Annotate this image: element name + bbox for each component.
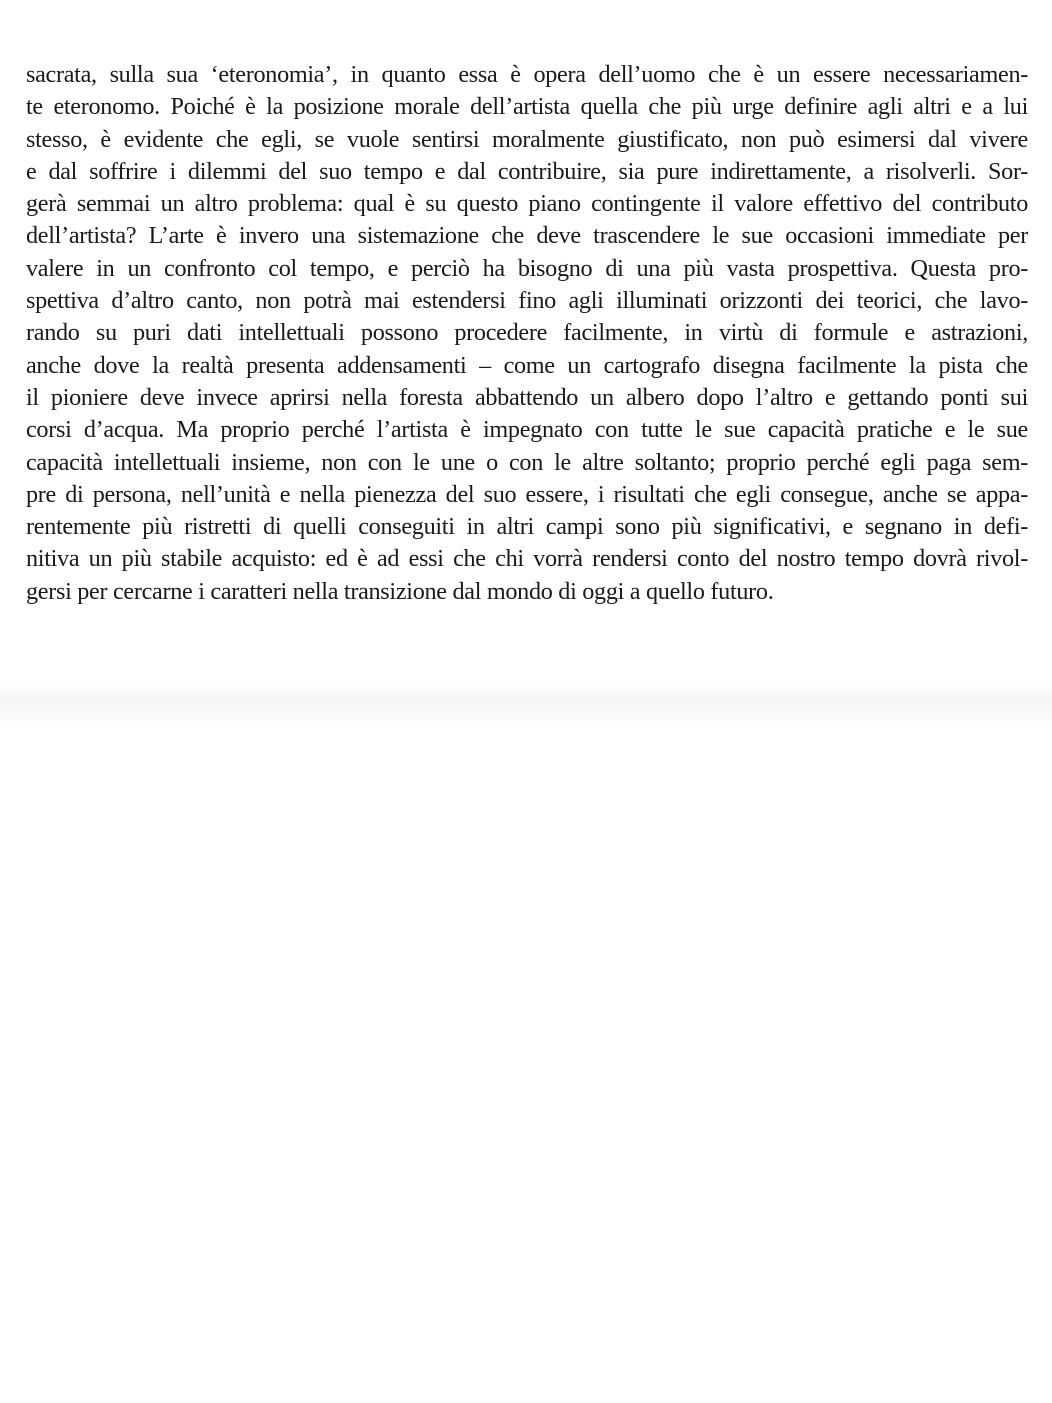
text-line: valere in un confronto col tempo, e perciò ha bisogno di una più vasta prospettiva. Questa pro- (26, 254, 1028, 282)
text-line: capacità intellettuali insieme, non con le une o con le altre soltanto; proprio perché egli paga sem- (26, 448, 1028, 476)
text-line: anche dove la realtà presenta addensamenti – come un cartografo disegna facilmente la pista che (26, 351, 1028, 379)
text-line: il pioniere deve invece aprirsi nella foresta abbattendo un albero dopo l’altro e gettando ponti sui (26, 383, 1028, 411)
text-line: sacrata, sulla sua ‘eteronomia’, in quanto essa è opera dell’uomo che è un essere necessariamen- (26, 61, 1028, 88)
text-line: stesso, è evidente che egli, se vuole sentirsi moralmente giustificato, non può esimersi dal vivere (26, 125, 1028, 153)
text-line: e dal soffrire i dilemmi del suo tempo e dal contribuire, sia pure indirettamente, a risolverli. Sor- (26, 157, 1028, 185)
text-line: dell’artista? L’arte è invero una sistemazione che deve trascendere le sue occasioni immediate per (26, 222, 1028, 250)
scan-shadow (0, 685, 1052, 725)
text-line: nitiva un più stabile acquisto: ed è ad essi che chi vorrà rendersi conto del nostro tempo dovrà rivol- (26, 545, 1028, 573)
text-line: rando su puri dati intellettuali possono procedere facilmente, in virtù di formule e astrazioni, (26, 319, 1028, 347)
text-line: pre di persona, nell’unità e nella pienezza del suo essere, i risultati che egli consegue, anche se appa- (26, 480, 1028, 508)
text-line: spettiva d’altro canto, non potrà mai estendersi fino agli illuminati orizzonti dei teorici, che lavo- (26, 287, 1028, 315)
text-line: gerà semmai un altro problema: qual è su questo piano contingente il valore effettivo del contributo (26, 190, 1028, 218)
text-line: gersi per cercarne i caratteri nella transizione dal mondo di oggi a quello futuro. (26, 577, 774, 605)
text-line: rentemente più ristretti di quelli conseguiti in altri campi sono più significativi, e segnano in defi- (26, 513, 1028, 541)
text-line: corsi d’acqua. Ma proprio perché l’artista è impegnato con tutte le sue capacità pratiche e le sue (26, 416, 1028, 444)
body-paragraph (26, 59, 1028, 608)
text-line: te eteronomo. Poiché è la posizione morale dell’artista quella che più urge definire agli altri e a lui (26, 93, 1028, 121)
